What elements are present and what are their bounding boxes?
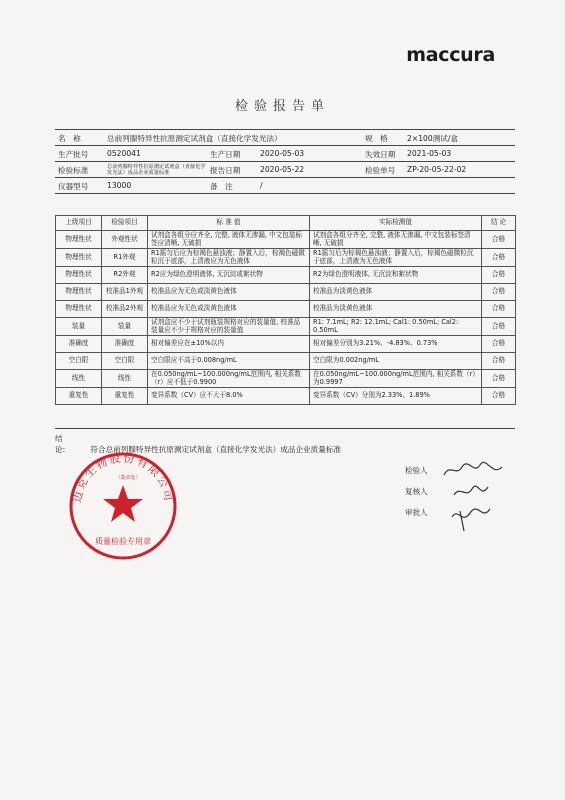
table-row [56, 284, 516, 301]
cell-parent: 空白限 [56, 353, 102, 370]
table-row [56, 336, 516, 353]
results-table [55, 215, 516, 405]
col-header-standard: 标 准 值 [148, 216, 310, 231]
cell-result: 合格 [482, 353, 516, 370]
table-row [56, 388, 516, 405]
page-title: 检验报告单 [234, 99, 330, 114]
inspector-label: 检验人 [405, 466, 428, 475]
prod-date-value: 2020-05-03 [260, 149, 305, 158]
table-row [56, 301, 516, 318]
cell-parent: 物理性状 [56, 301, 102, 318]
cell-standard: 相对偏差应在±10%以内 [148, 336, 310, 353]
standard-value: 总前列腺特异性抗原测定试剂盒（直接化学发光法）成品企业质量标准 [107, 164, 206, 176]
cell-result: 合格 [482, 284, 516, 301]
cell-result: 合格 [482, 231, 516, 249]
cell-parent: 物理性状 [56, 249, 102, 267]
cell-item: 外观性状 [102, 231, 148, 249]
col-header-item: 检验项目 [102, 216, 148, 231]
remark-label: 备 注 [210, 182, 233, 191]
header-row-standard [55, 162, 515, 178]
cell-actual: 校准品为淡黄色液体 [310, 284, 482, 301]
conclusion-label: 结 论: [55, 434, 71, 454]
cell-item: 准确度 [102, 336, 148, 353]
cell-actual: 空白限为0.002ng/mL [310, 353, 482, 370]
header-block [55, 129, 515, 194]
standard-label: 检验标准 [58, 166, 89, 175]
cell-result: 合格 [482, 267, 516, 284]
cell-actual: 在0.050ng/mL~100.000ng/mL范围内, 相关系数（r）为0.9997 [310, 370, 482, 388]
cell-result: 合格 [482, 249, 516, 267]
cell-standard: 校准品应为无色或淡黄色液体 [148, 301, 310, 318]
cell-item: 装量 [102, 318, 148, 336]
cell-actual: R2为绿色澄明液体, 无沉淀和絮状物 [310, 267, 482, 284]
cell-item: 重复性 [102, 388, 148, 405]
batch-value: 0520041 [107, 149, 141, 158]
cell-result: 合格 [482, 336, 516, 353]
cell-parent: 装量 [56, 318, 102, 336]
reviewer-label: 复核人 [405, 487, 428, 496]
cell-actual: 试剂盒各组分齐全, 完整, 液体无渗漏, 中文包装标签清晰, 无破损 [310, 231, 482, 249]
table-row [56, 231, 516, 249]
col-header-actual: 实际检测值 [310, 216, 482, 231]
cell-standard: 校准品应为无色或淡黄色液体 [148, 284, 310, 301]
table-row [56, 370, 516, 388]
cell-standard: 空白限应不高于0.008ng/mL [148, 353, 310, 370]
cell-item: 空白限 [102, 353, 148, 370]
cell-parent: 物理性状 [56, 267, 102, 284]
header-row-batch [55, 146, 515, 162]
cell-standard: 试剂盒各组分应齐全, 完整, 液体无渗漏, 中文包装标签应清晰, 无破损 [148, 231, 310, 249]
report-date-label: 报告日期 [210, 166, 241, 175]
name-label: 名 称 [58, 134, 81, 143]
table-row [56, 267, 516, 284]
spec-value: 2×100测试/盒 [407, 134, 459, 143]
cell-parent: 准确度 [56, 336, 102, 353]
cell-result: 合格 [482, 318, 516, 336]
cell-actual: R1摇匀后为棕褐色悬浊液；静置入后，棕褐色磁微粒沉于底部，上清液为无色液体 [310, 249, 482, 267]
col-header-parent: 上级项目 [56, 216, 102, 231]
cell-parent: 重复性 [56, 388, 102, 405]
approver-label: 审批人 [405, 508, 428, 517]
cell-item: 校准品1外观 [102, 284, 148, 301]
company-stamp [68, 451, 178, 561]
cell-item: 校准品2外观 [102, 301, 148, 318]
spec-label: 规 格 [365, 134, 388, 143]
test-no-label: 检验单号 [365, 166, 396, 175]
header-row-name [55, 129, 515, 146]
cell-standard: 变异系数（CV）应不大于8.0% [148, 388, 310, 405]
table-row [56, 353, 516, 370]
cell-actual: R1: 7.1mL; R2: 12.1mL; Cal1: 0.50mL; Cal2: 0.50mL [310, 318, 482, 336]
cell-result: 合格 [482, 370, 516, 388]
stamp-company-text: 迈克生物股份有限公司 [70, 451, 176, 504]
cell-standard: 试剂盒应不少于试剂瓶装规格对应的装量值, 校准品装量应不少于规格对应的装量值 [148, 318, 310, 336]
instrument-label: 仪器型号 [58, 182, 89, 191]
table-row [56, 318, 516, 336]
expiry-label: 失效日期 [365, 150, 396, 159]
table-row [56, 249, 516, 267]
cell-item: R2外观 [102, 267, 148, 284]
col-header-result: 结 论 [482, 216, 516, 231]
instrument-value: 13000 [107, 181, 132, 190]
prod-date-label: 生产日期 [210, 150, 241, 159]
cell-parent: 物理性状 [56, 284, 102, 301]
test-no-value: ZP-20-05-22-02 [407, 165, 467, 174]
header-row-instrument [55, 178, 515, 194]
cell-standard: 在0.050ng/mL~100.000ng/mL范围内, 相关系数（r）应不低于0.9900 [148, 370, 310, 388]
cell-item: R1外观 [102, 249, 148, 267]
stamp-dept-text: 质量检验专用章 [95, 537, 151, 546]
cell-standard: R1摇匀后应为棕褐色悬浊液；静置入后，棕褐色磁微粒沉于底部，上清液应为无色液体 [148, 249, 310, 267]
cell-parent: 物理性状 [56, 231, 102, 249]
cell-standard: R2应为绿色澄明液体, 无沉淀或絮状物 [148, 267, 310, 284]
handwritten-signatures [440, 455, 510, 535]
cell-result: 合格 [482, 301, 516, 318]
batch-label: 生产批号 [58, 150, 89, 159]
stamp-sub-text: （蓋章处） [115, 475, 141, 481]
cell-parent: 线性 [56, 370, 102, 388]
cell-actual: 相对偏差分别为3.21%、-4.83%、0.73% [310, 336, 482, 353]
remark-value: / [260, 181, 263, 190]
cell-actual: 变异系数（CV）分别为2.33%、1.89% [310, 388, 482, 405]
brand-logo: maccura [406, 44, 495, 66]
star-icon [103, 485, 143, 522]
name-value: 总前列腺特异性抗原测定试剂盒（直接化学发光法） [107, 134, 282, 143]
cell-result: 合格 [482, 388, 516, 405]
report-date-value: 2020-05-22 [260, 165, 305, 174]
expiry-value: 2021-05-03 [407, 149, 452, 158]
table-header-row [56, 216, 516, 231]
cell-actual: 校准品为淡黄色液体 [310, 301, 482, 318]
cell-item: 线性 [102, 370, 148, 388]
conclusion-text: 符合总前列腺特异性抗原测定试剂盒（直接化学发光法）成品企业质量标准 [90, 445, 342, 454]
